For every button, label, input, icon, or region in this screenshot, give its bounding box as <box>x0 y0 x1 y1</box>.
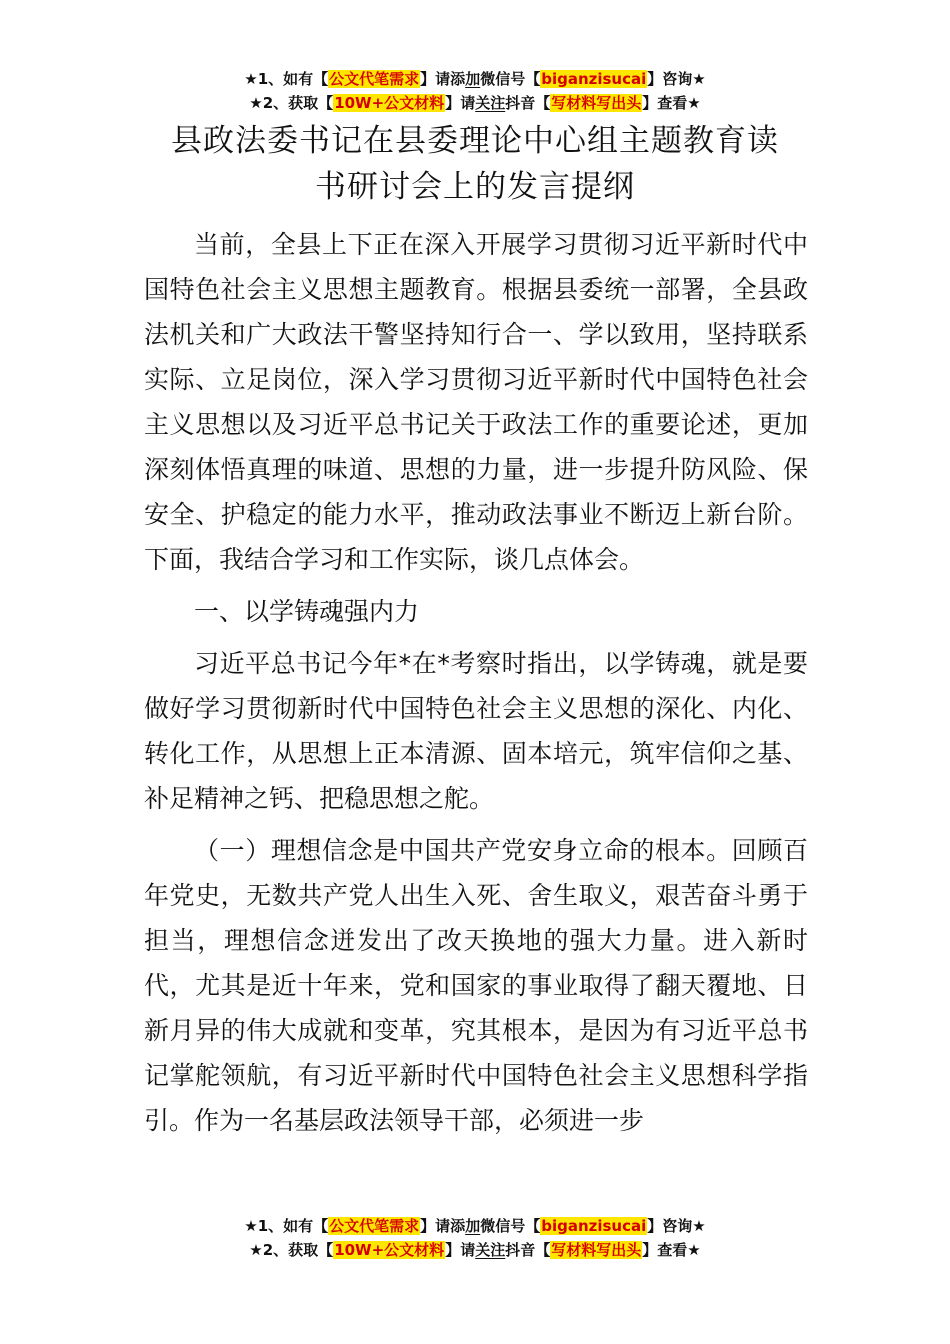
promo-text: 】咨询★ <box>647 70 706 88</box>
promo-highlight-materials: 10W+公文材料 <box>334 1241 445 1259</box>
promo-text: 微信号【 <box>480 70 541 88</box>
promo-text: 】咨询★ <box>647 1217 706 1235</box>
title-line: 书研讨会上的发言提纲 <box>315 169 635 205</box>
promo-highlight-wechat-id: biganzisucai <box>541 70 647 88</box>
promo-highlight-service: 公文代笔需求 <box>329 70 420 88</box>
promo-line-1 <box>0 67 950 91</box>
promo-text: 】请添 <box>420 1217 466 1235</box>
promo-text: 】请 <box>445 94 476 112</box>
document-title <box>0 118 950 210</box>
promo-text: 】查看★ <box>642 94 701 112</box>
promo-text: 抖音【 <box>505 94 551 112</box>
promo-text: ★2、获取【 <box>249 94 334 112</box>
promo-header <box>0 67 950 115</box>
promo-text: ★1、如有【 <box>244 1217 329 1235</box>
promo-text: 】查看★ <box>642 1241 701 1259</box>
promo-text: 抖音【 <box>505 1241 551 1259</box>
promo-highlight-douyin: 写材料写出头 <box>551 94 642 112</box>
paragraph-intro: 当前，全县上下正在深入开展学习贯彻习近平新时代中国特色社会主义思想主题教育。根据县委统一部署，全县政法机关和广大政法干警坚持知行合一、学以致用，坚持联系实际、立足岗位，深入学习贯彻习近平新时代中国特色社会主义思想以及习近平总书记关于政法工作的重要论述，更加深刻体悟真理的味道、思想的力量，进一步提升防风险、保安全、护稳定的能力水平，推动政法事业不断迈上新台阶。下面，我结合学习和工作实际，谈几点体会。 <box>144 230 808 574</box>
section-heading: 一、以学铸魂强内力 <box>194 597 420 626</box>
promo-highlight-douyin: 写材料写出头 <box>551 1241 642 1259</box>
promo-highlight-wechat-id: biganzisucai <box>541 1217 647 1235</box>
title-line: 县政法委书记在县委理论中心组主题教育读 <box>171 123 779 159</box>
promo-text: 微信号【 <box>480 1217 541 1235</box>
promo-line-1 <box>0 1214 950 1238</box>
promo-text: 】请 <box>445 1241 476 1259</box>
promo-text: 】请添 <box>420 70 466 88</box>
promo-emphasis: 关注 <box>475 1241 506 1259</box>
paragraph: （一）理想信念是中国共产党安身立命的根本。回顾百年党史，无数共产党人出生入死、舍生取义，艰苦奋斗勇于担当，理想信念迸发出了改天换地的强大力量。进入新时代，尤其是近十年来，党和国家的事业取得了翻天覆地、日新月异的伟大成就和变革，究其根本，是因为有习近平总书记掌舵领航，有习近平新时代中国特色社会主义思想科学指引。作为一名基层政法领导干部，必须进一步 <box>144 836 808 1135</box>
promo-emphasis: 关注 <box>475 94 506 112</box>
document-body <box>144 222 808 1150</box>
promo-highlight-service: 公文代笔需求 <box>329 1217 420 1235</box>
promo-footer <box>0 1214 950 1262</box>
promo-emphasis: 加 <box>465 70 481 88</box>
promo-emphasis: 加 <box>465 1217 481 1235</box>
paragraph: 习近平总书记今年*在*考察时指出，以学铸魂，就是要做好学习贯彻新时代中国特色社会主义思想的深化、内化、转化工作，从思想上正本清源、固本培元，筑牢信仰之基、补足精神之钙、把稳思想之舵。 <box>144 649 808 813</box>
promo-text: ★1、如有【 <box>244 70 329 88</box>
promo-line-2 <box>0 91 950 115</box>
promo-highlight-materials: 10W+公文材料 <box>334 94 445 112</box>
promo-text: ★2、获取【 <box>249 1241 334 1259</box>
promo-line-2 <box>0 1238 950 1262</box>
